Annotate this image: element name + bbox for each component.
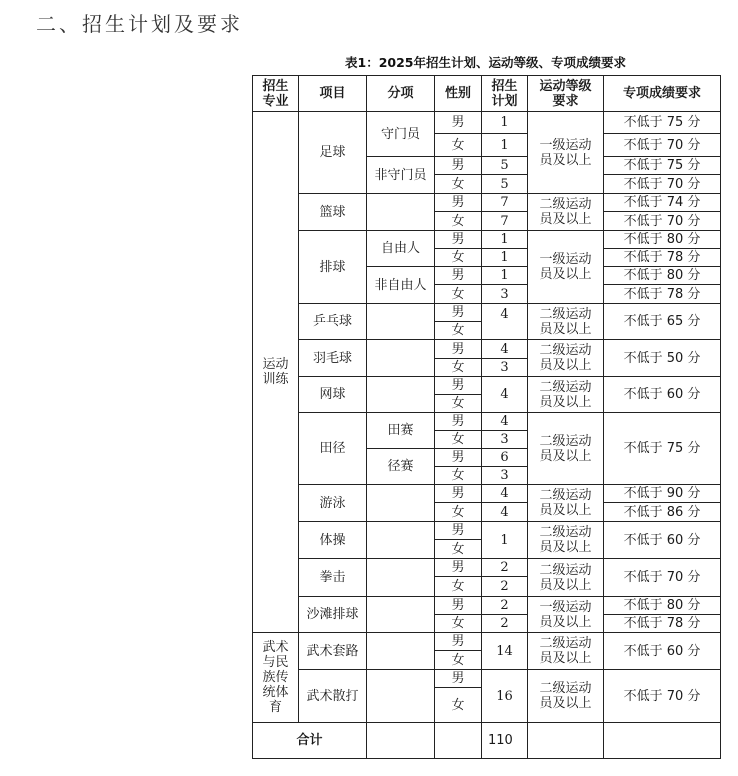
subitem-empty xyxy=(367,485,435,522)
subitem-field: 田赛 xyxy=(367,413,435,449)
score-cell: 不低于 50 分 xyxy=(604,340,721,377)
item-badminton: 羽毛球 xyxy=(299,340,367,377)
score-cell: 不低于 70 分 xyxy=(604,175,721,194)
item-volleyball: 排球 xyxy=(299,231,367,304)
item-boxing: 拳击 xyxy=(299,559,367,597)
level-cell: 一级运动 员及以上 xyxy=(528,597,604,633)
gender-cell: 男 xyxy=(435,413,482,431)
level-cell: 二级运动 员及以上 xyxy=(528,670,604,723)
score-cell: 不低于 80 分 xyxy=(604,231,721,249)
gender-cell: 女 xyxy=(435,503,482,522)
level-cell: 一级运动 员及以上 xyxy=(528,112,604,194)
item-swimming: 游泳 xyxy=(299,485,367,522)
plan-cell: 2 xyxy=(482,615,528,633)
table-row xyxy=(253,559,721,577)
plan-cell: 1 xyxy=(482,267,528,285)
subitem-non-libero: 非自由人 xyxy=(367,267,435,304)
header-level: 运动等级 要求 xyxy=(528,76,604,112)
table-row xyxy=(253,633,721,651)
plan-cell: 14 xyxy=(482,633,528,670)
gender-cell: 女 xyxy=(435,249,482,267)
gender-cell: 女 xyxy=(435,175,482,194)
gender-cell: 女 xyxy=(435,467,482,485)
total-empty xyxy=(435,723,482,759)
item-wushu-sanda: 武术散打 xyxy=(299,670,367,723)
level-cell: 二级运动 员及以上 xyxy=(528,194,604,231)
plan-cell: 2 xyxy=(482,577,528,597)
gender-cell: 男 xyxy=(435,633,482,651)
level-cell: 一级运动 员及以上 xyxy=(528,231,604,304)
item-football: 足球 xyxy=(299,112,367,194)
gender-cell: 女 xyxy=(435,212,482,231)
level-cell: 二级运动 员及以上 xyxy=(528,522,604,559)
score-cell: 不低于 90 分 xyxy=(604,485,721,503)
score-cell: 不低于 70 分 xyxy=(604,134,721,157)
plan-cell: 7 xyxy=(482,194,528,212)
plan-cell: 3 xyxy=(482,467,528,485)
plan-cell: 5 xyxy=(482,175,528,194)
gender-cell: 男 xyxy=(435,194,482,212)
score-cell: 不低于 70 分 xyxy=(604,559,721,597)
score-cell: 不低于 74 分 xyxy=(604,194,721,212)
score-cell: 不低于 65 分 xyxy=(604,304,721,340)
total-row xyxy=(253,723,721,759)
gender-cell: 男 xyxy=(435,597,482,615)
gender-cell: 男 xyxy=(435,522,482,540)
gender-cell: 男 xyxy=(435,340,482,359)
score-cell: 不低于 86 分 xyxy=(604,503,721,522)
gender-cell: 女 xyxy=(435,615,482,633)
item-table-tennis: 乒乓球 xyxy=(299,304,367,340)
plan-cell: 4 xyxy=(482,340,528,359)
header-major: 招生 专业 xyxy=(253,76,299,112)
gender-cell: 女 xyxy=(435,285,482,304)
plan-cell: 1 xyxy=(482,134,528,157)
item-beach-volleyball: 沙滩排球 xyxy=(299,597,367,633)
subitem-empty xyxy=(367,597,435,633)
score-cell: 不低于 70 分 xyxy=(604,212,721,231)
table-caption: 表1：2025年招生计划、运动等级、专项成绩要求 xyxy=(345,55,626,70)
plan-cell: 4 xyxy=(482,413,528,431)
score-cell: 不低于 60 分 xyxy=(604,633,721,670)
gender-cell: 男 xyxy=(435,377,482,395)
subitem-empty xyxy=(367,559,435,597)
gender-cell: 男 xyxy=(435,231,482,249)
item-basketball: 篮球 xyxy=(299,194,367,231)
plan-cell: 16 xyxy=(482,670,528,723)
score-cell: 不低于 75 分 xyxy=(604,112,721,134)
plan-cell: 4 xyxy=(482,377,528,413)
table-row xyxy=(253,340,721,359)
table-row xyxy=(253,670,721,688)
item-gymnastics: 体操 xyxy=(299,522,367,559)
gender-cell: 男 xyxy=(435,304,482,322)
plan-cell: 1 xyxy=(482,249,528,267)
item-athletics: 田径 xyxy=(299,413,367,485)
gender-cell: 男 xyxy=(435,157,482,175)
total-label: 合计 xyxy=(253,723,367,759)
gender-cell: 男 xyxy=(435,559,482,577)
table-row xyxy=(253,304,721,322)
score-cell: 不低于 60 分 xyxy=(604,377,721,413)
score-cell: 不低于 75 分 xyxy=(604,157,721,175)
gender-cell: 男 xyxy=(435,267,482,285)
level-cell: 二级运动 员及以上 xyxy=(528,377,604,413)
table-row xyxy=(253,112,721,134)
subitem-empty xyxy=(367,377,435,413)
header-plan: 招生 计划 xyxy=(482,76,528,112)
gender-cell: 男 xyxy=(435,449,482,467)
level-cell: 二级运动 员及以上 xyxy=(528,304,604,340)
total-plan: 110 xyxy=(482,723,528,759)
header-gender: 性别 xyxy=(435,76,482,112)
level-cell: 二级运动 员及以上 xyxy=(528,633,604,670)
major-sports-training: 运动 训练 xyxy=(253,112,299,633)
total-empty xyxy=(367,723,435,759)
table-row xyxy=(253,231,721,249)
plan-cell: 6 xyxy=(482,449,528,467)
plan-cell: 4 xyxy=(482,503,528,522)
item-tennis: 网球 xyxy=(299,377,367,413)
subitem-libero: 自由人 xyxy=(367,231,435,267)
plan-cell: 1 xyxy=(482,231,528,249)
score-cell: 不低于 80 分 xyxy=(604,267,721,285)
table-row xyxy=(253,194,721,212)
header-item: 项目 xyxy=(299,76,367,112)
plan-cell: 4 xyxy=(482,485,528,503)
header-score: 专项成绩要求 xyxy=(604,76,721,112)
gender-cell: 男 xyxy=(435,112,482,134)
table-row xyxy=(253,522,721,540)
major-wushu: 武术 与民 族传 统体 育 xyxy=(253,633,299,723)
gender-cell: 女 xyxy=(435,395,482,413)
gender-cell: 女 xyxy=(435,431,482,449)
plan-cell: 1 xyxy=(482,112,528,134)
plan-cell: 3 xyxy=(482,359,528,377)
gender-cell: 女 xyxy=(435,651,482,670)
plan-cell: 3 xyxy=(482,285,528,304)
plan-cell: 2 xyxy=(482,597,528,615)
subitem-track: 径赛 xyxy=(367,449,435,485)
level-cell: 二级运动 员及以上 xyxy=(528,340,604,377)
gender-cell: 女 xyxy=(435,359,482,377)
subitem-empty xyxy=(367,194,435,231)
level-cell: 二级运动 员及以上 xyxy=(528,485,604,522)
gender-cell: 女 xyxy=(435,540,482,559)
table-row xyxy=(253,597,721,615)
item-wushu-taolu: 武术套路 xyxy=(299,633,367,670)
gender-cell: 男 xyxy=(435,670,482,688)
score-cell: 不低于 75 分 xyxy=(604,413,721,485)
subitem-empty xyxy=(367,633,435,670)
plan-cell: 5 xyxy=(482,157,528,175)
gender-cell: 女 xyxy=(435,577,482,597)
gender-cell: 女 xyxy=(435,134,482,157)
score-cell: 不低于 78 分 xyxy=(604,249,721,267)
total-empty xyxy=(604,723,721,759)
header-subitem: 分项 xyxy=(367,76,435,112)
table-row xyxy=(253,485,721,503)
subitem-non-goalkeeper: 非守门员 xyxy=(367,157,435,194)
subitem-goalkeeper: 守门员 xyxy=(367,112,435,157)
subitem-empty xyxy=(367,304,435,340)
enrollment-plan-table xyxy=(252,75,721,759)
header-row xyxy=(253,76,721,112)
plan-cell: 7 xyxy=(482,212,528,231)
gender-cell: 男 xyxy=(435,485,482,503)
total-empty xyxy=(528,723,604,759)
subitem-empty xyxy=(367,522,435,559)
section-heading: 二、招生计划及要求 xyxy=(36,12,243,36)
table-row xyxy=(253,377,721,395)
gender-cell: 女 xyxy=(435,322,482,340)
plan-cell: 2 xyxy=(482,559,528,577)
score-cell: 不低于 60 分 xyxy=(604,522,721,559)
score-cell: 不低于 78 分 xyxy=(604,615,721,633)
score-cell: 不低于 78 分 xyxy=(604,285,721,304)
level-cell: 二级运动 员及以上 xyxy=(528,559,604,597)
subitem-empty xyxy=(367,670,435,723)
subitem-empty xyxy=(367,340,435,377)
level-cell: 二级运动 员及以上 xyxy=(528,413,604,485)
score-cell: 不低于 80 分 xyxy=(604,597,721,615)
gender-cell: 女 xyxy=(435,688,482,723)
table-row xyxy=(253,413,721,431)
plan-cell: 1 xyxy=(482,522,528,559)
plan-cell: 4 xyxy=(482,304,528,340)
plan-cell: 3 xyxy=(482,431,528,449)
score-cell: 不低于 70 分 xyxy=(604,670,721,723)
